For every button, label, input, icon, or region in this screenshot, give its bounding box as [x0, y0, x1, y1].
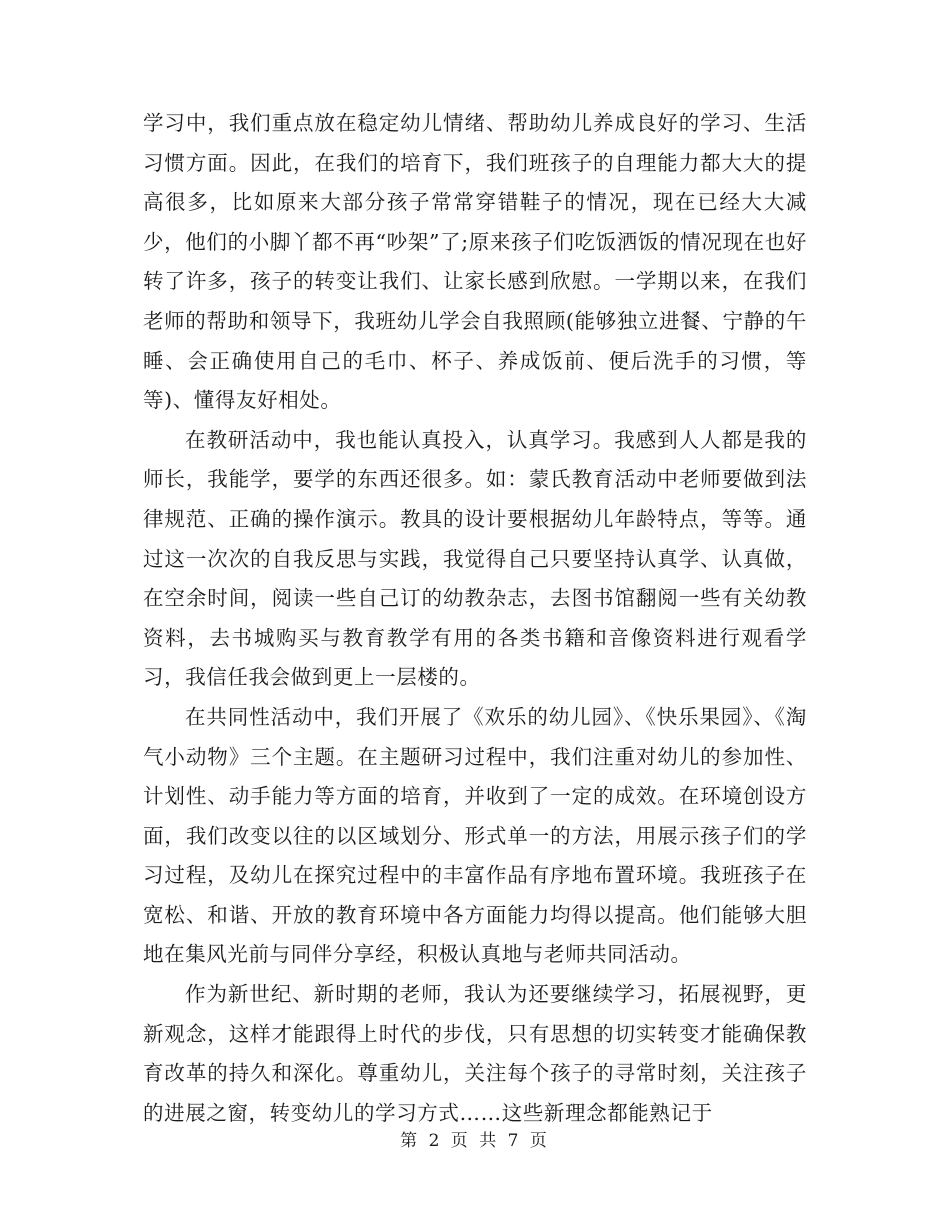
paragraph-4: 作为新世纪、新时期的老师，我认为还要继续学习，拓展视野，更新观念，这样才能跟得上时代的步伐，只有思想的切实转变才能确保教育改革的持久和深化。尊重幼儿，关注每个孩子的寻常时刻，关注孩子的进展之窗，转变幼儿的学习方式……这些新理念都能熟记于 [143, 982, 807, 1125]
paragraph-1: 学习中，我们重点放在稳定幼儿情绪、帮助幼儿养成良好的学习、生活习惯方面。因此，在我们的培育下，我们班孩子的自理能力都大大的提高很多，比如原来大部分孩子常常穿错鞋子的情况，现在已经大大减少，他们的小脚丫都不再“吵架”了;原来孩子们吃饭洒饭的情况现在也好转了许多，孩子的转变让我们、让家长感到欣慰。一学期以来，在我们老师的帮助和领导下，我班幼儿学会自我照顾(能够独立进餐、宁静的午睡、会正确使用自己的毛巾、杯子、养成饭前、便后洗手的习惯，等等)、懂得友好相处。 [143, 111, 807, 413]
paragraph-2: 在教研活动中，我也能认真投入，认真学习。我感到人人都是我的师长，我能学，要学的东西还很多。如：蒙氏教育活动中老师要做到法律规范、正确的操作演示。教具的设计要根据幼儿年龄特点，等等。通过这一次次的自我反思与实践，我觉得自己只要坚持认真学、认真做，在空余时间，阅读一些自己订的幼教杂志，去图书馆翻阅一些有关幼教资料，去书城购买与教育教学有用的各类书籍和音像资料进行观看学习，我信任我会做到更上一层楼的。 [143, 427, 807, 690]
paragraph-3: 在共同性活动中，我们开展了《欢乐的幼儿园》、《快乐果园》、《淘气小动物》三个主题。在主题研习过程中，我们注重对幼儿的参加性、计划性、动手能力等方面的培育，并收到了一定的成效。在环境创设方面，我们改变以往的以区域划分、形式单一的方法，用展示孩子们的学习过程，及幼儿在探究过程中的丰富作品有序地布置环境。我班孩子在宽松、和谐、开放的教育环境中各方面能力均得以提高。他们能够大胆地在集风光前与同伴分享经，积极认真地与老师共同活动。 [143, 704, 807, 967]
page-number-footer: 第 2 页 共 7 页 [400, 1131, 550, 1151]
document-body [143, 104, 807, 1133]
